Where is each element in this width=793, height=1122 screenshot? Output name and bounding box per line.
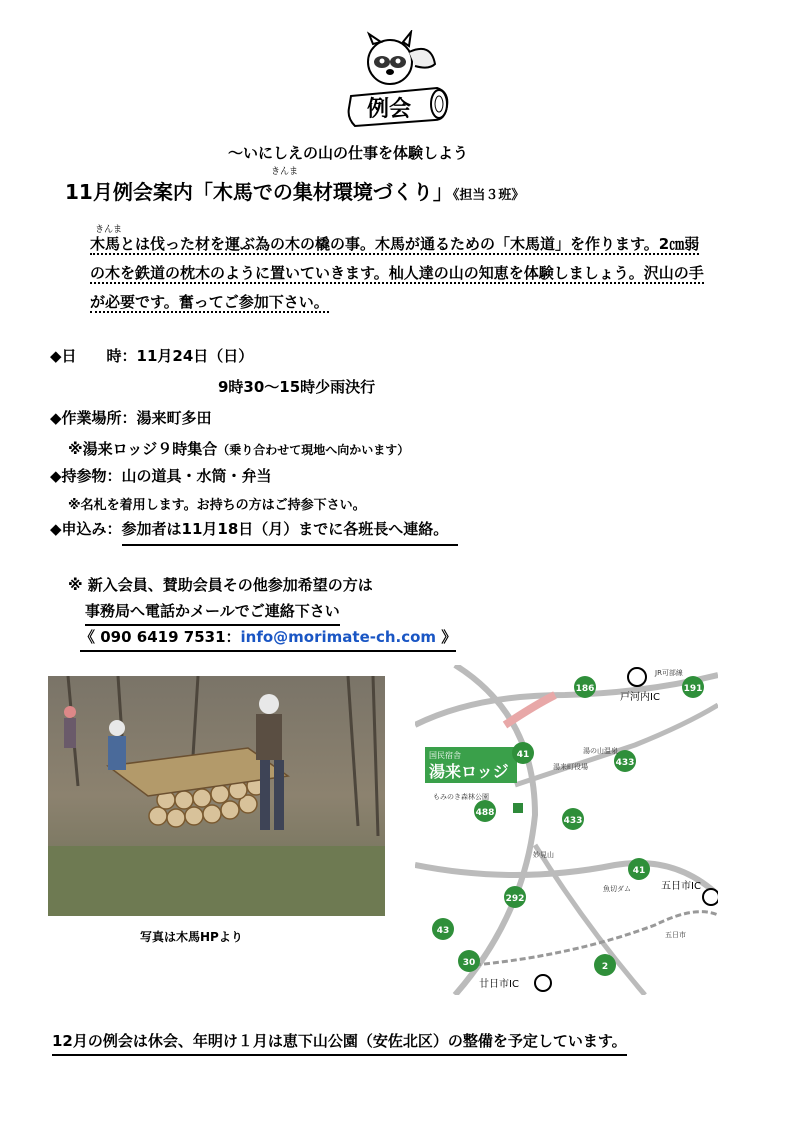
map-lodge-sub: 国民宿舎 [429,751,461,760]
map-label-dam: 魚切ダム [603,885,631,893]
title-main: 11月例会案内「木馬での集材環境づくり」 [65,180,453,204]
date-value: 11月24日（日） [136,347,254,365]
route-30: 30 [462,958,476,968]
place-value: 湯来町多田 [136,409,212,427]
meet-row [68,438,409,459]
route-191: 191 [683,684,703,694]
route-433b: 433 [563,816,583,826]
map-label-park: もみのき森林公園 [433,793,489,801]
title-team: 《担当３班》 [452,188,525,203]
photo-caption: 写真は木馬HPより [140,930,243,944]
intro-text: 木馬とは伐った材を運ぶ為の木の橇の事。木馬が通るための「木馬道」を作ります。2㎝弱の木を鉄道の枕木のように置いていきます。杣人達の山の知恵を体験しましょう。沢山の手が必要です。奮ってご参加下さい。 [90,235,704,311]
contact-phone: 090 6419 7531： [100,628,241,646]
route-186: 186 [575,684,595,694]
map-label-jr: JR可部線 [655,669,683,677]
items-label: ◆持参物： [50,467,122,485]
date-row [50,345,253,366]
apply-label: ◆申込み： [50,520,122,538]
access-map [415,665,718,995]
contact-close: 》 [441,628,457,646]
date-label: ◆日 時： [50,347,137,365]
map-label-itsukaichi: 五日市 [665,931,686,939]
route-43: 43 [436,926,450,936]
map-ic-top: 戸河内IC [620,692,660,703]
meet-note: ※湯来ロッジ９時集合 [68,440,218,458]
map-label-myoken: 妙見山 [533,851,554,859]
place-label: ◆作業場所： [50,409,137,427]
mascot-label: 例会 [367,97,412,122]
route-41a: 41 [516,750,530,760]
subtitle: ～いにしえの山の仕事を体験しよう [228,144,469,162]
route-433a: 433 [615,758,635,768]
contact-line1: ※ 新入会員、賛助会員その他参加希望の方は [68,576,373,594]
kinma-photo [48,676,385,916]
mascot-illustration [345,30,455,140]
email-link[interactable]: info@morimate-ch.com [240,628,437,646]
page-title [65,167,525,205]
contact-open: 《 [80,628,96,646]
meet-sub: （乗り合わせて現地へ向かいます） [217,443,410,457]
items-row [50,465,272,486]
route-41b: 41 [632,866,646,876]
contact-line2: 事務局へ電話かメールでご連絡下さい [85,600,340,621]
contact-line3 [80,626,456,647]
map-lodge: 湯来ロッジ [429,762,509,781]
map-label-yunoyama: 湯の山温泉 [583,747,618,755]
route-292: 292 [505,894,525,904]
route-2: 2 [601,962,609,972]
apply-value: 参加者は11月18日（月）までに各班長へ連絡。 [122,520,459,546]
route-488: 488 [475,808,495,818]
map-ic-right: 五日市IC [661,881,701,892]
map-label-office: 湯来町役場 [553,763,588,771]
time-value: 9時30～15時少雨決行 [218,378,376,396]
place-row [50,407,212,428]
apply-row [50,518,458,539]
badge-note: ※名札を着用します。お持ちの方はご持参下さい。 [68,498,366,513]
intro-paragraph [90,230,710,317]
items-value: 山の道具・水筒・弁当 [121,467,272,485]
footer-notice: 12月の例会は休会、年明け１月は恵下山公園（安佐北区）の整備を予定しています。 [52,1030,627,1051]
map-ic-bottom: 廿日市IC [479,979,519,990]
title-ruby: きんま [271,167,299,177]
intro-ruby: きんま [95,225,123,235]
